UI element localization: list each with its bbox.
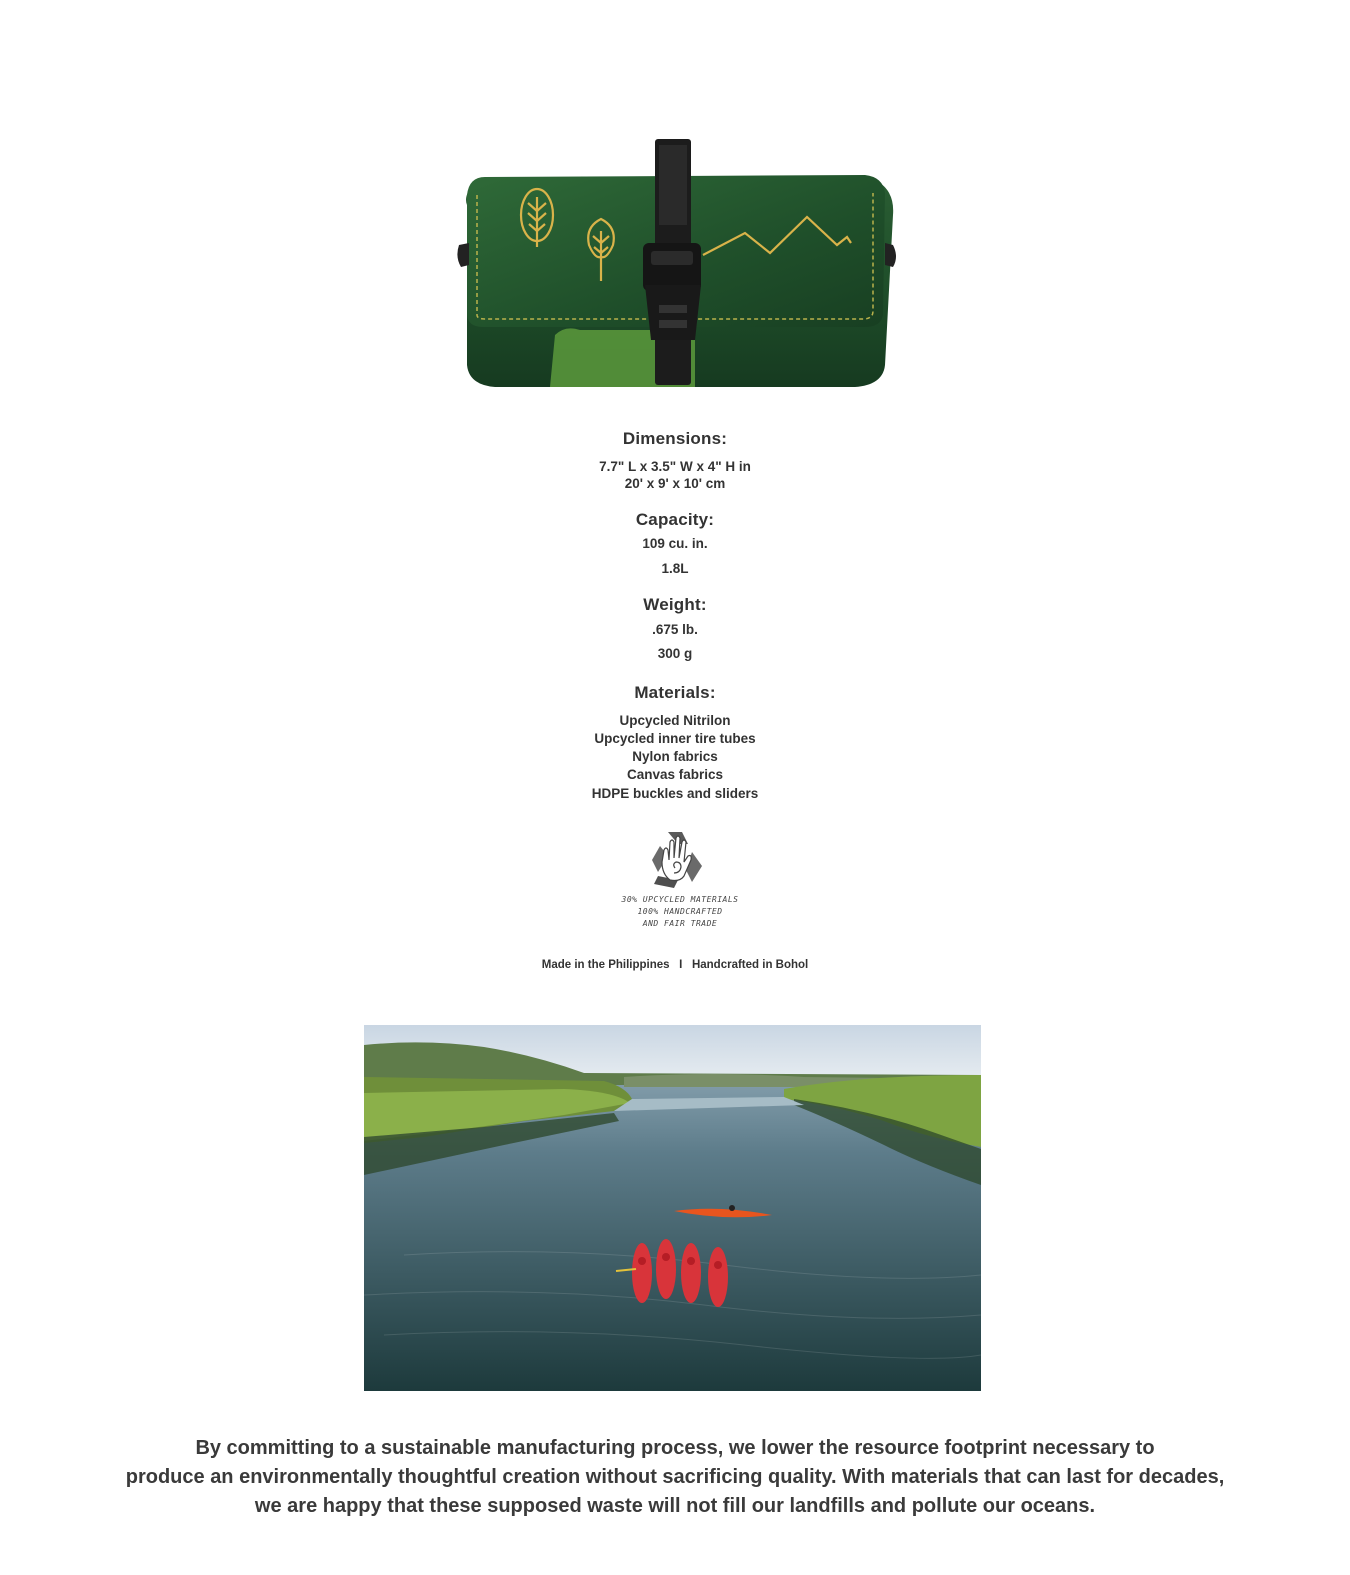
dimensions-inches: 7.7" L x 3.5" W x 4" H in bbox=[599, 459, 751, 474]
closing-line-1: By committing to a sustainable manufacturing process, we lower the resource footprint necessary to bbox=[195, 1437, 1155, 1459]
material-item: Nylon fabrics bbox=[632, 749, 718, 764]
badge-line-handcrafted: 100% HANDCRAFTED bbox=[637, 907, 723, 916]
dimensions-cm: 20' x 9' x 10' cm bbox=[624, 476, 726, 491]
product-bag-image bbox=[455, 135, 905, 395]
closing-line-3: we are happy that these supposed waste will not fill our landfills and pollute our oceans. bbox=[254, 1495, 1096, 1517]
made-in-line bbox=[0, 959, 1350, 971]
weight-g: 300 g bbox=[657, 646, 693, 661]
dimensions-heading: Dimensions: bbox=[622, 429, 728, 448]
material-item: HDPE buckles and sliders bbox=[591, 786, 759, 801]
capacity-heading: Capacity: bbox=[635, 510, 715, 529]
badge-line-fairtrade: AND FAIR TRADE bbox=[642, 919, 718, 928]
handcrafted-location: Handcrafted in Bohol bbox=[691, 959, 809, 971]
material-item: Upcycled inner tire tubes bbox=[594, 731, 756, 746]
capacity-liters: 1.8L bbox=[661, 561, 689, 576]
capacity-cu-in: 109 cu. in. bbox=[642, 536, 708, 551]
upcycle-badge bbox=[610, 830, 750, 940]
materials-heading: Materials: bbox=[634, 683, 716, 702]
badge-line-upcycled: 30% UPCYCLED MATERIALS bbox=[621, 895, 739, 904]
separator: I bbox=[679, 959, 683, 971]
material-item: Canvas fabrics bbox=[626, 767, 724, 782]
recycle-hand-icon bbox=[648, 830, 704, 888]
river-kayak-photo bbox=[364, 1025, 981, 1391]
material-item: Upcycled Nitrilon bbox=[619, 713, 731, 728]
made-in-country: Made in the Philippines bbox=[541, 959, 670, 971]
weight-lb: .675 lb. bbox=[652, 622, 698, 637]
weight-heading: Weight: bbox=[643, 595, 707, 614]
closing-line-2: produce an environmentally thoughtful creation without sacrificing quality. With materials that can last for decades, bbox=[125, 1466, 1225, 1488]
